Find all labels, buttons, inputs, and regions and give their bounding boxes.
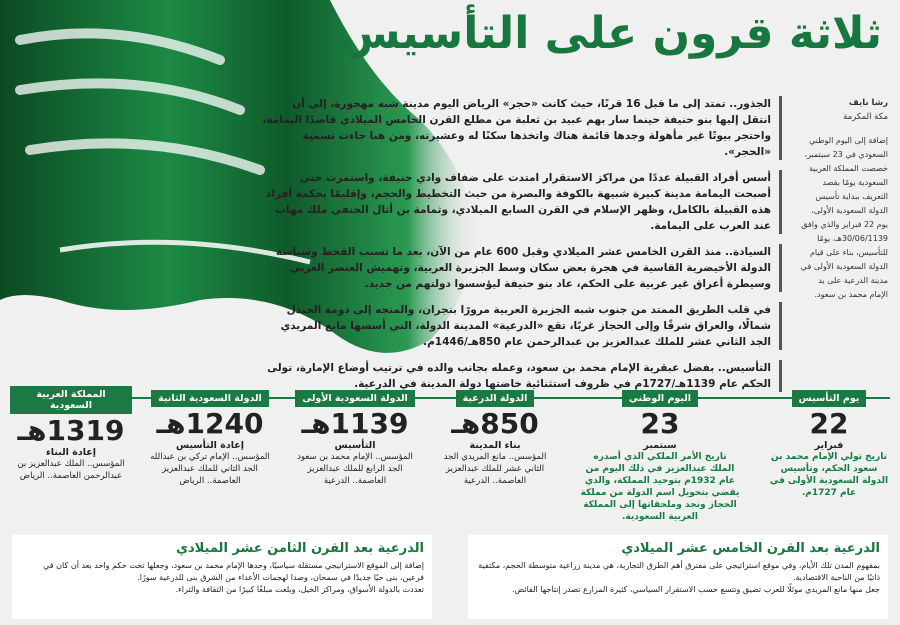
author-location: مكة المكرمة [843,112,888,122]
info-box-18th-century [12,535,432,619]
timeline-subtitle: إعادة التأسيس [175,440,245,451]
timeline-text: المؤسس.. مانع المريدي الجد الثاني عشر للملك عبدالعزيز العاصمة.. الدرعية [443,452,547,486]
timeline-item-diriyah [440,386,550,487]
box-text: تعددت بالدولة الأسواق، ومراكز الخيل، وبلغت مبلغًا كبيرًا من الثقافة والثراء. [175,585,424,594]
paragraph: في قلب الطريق الممتد من جنوب شبه الجزيرة العربية مرورًا بنجران، والمتجه إلى دومة الجندل شمالًا، والعراق شرقًا وإلى الحجاز غربًا، تقع «الدرعية» المدينة الدولة، التي أسسها مانع المريدي الجد الثاني عشر للملك عبدالعزيز بن عبدالرحمن عام 850هـ/1446م. [262,302,782,350]
timeline-subtitle: سبتمبر [643,440,677,451]
timeline-number: 1139هـ [301,407,409,440]
timeline-subtitle: إعادة البناء [45,447,97,458]
timeline-number: 1319هـ [17,414,125,447]
timeline-text: المؤسس.. الإمام محمد بن سعود الجد الرابع للملك عبدالعزيز العاصمة.. الدرعية [297,452,413,486]
sidebar-text: إضافة إلى اليوم الوطني السعودي في 23 سبتمبر، خصصت المملكة العربية السعودية يومًا بقصد التعريف ببداية تأسيس الدولة السعودية الأولى، يوم 22 فبراير والذي وافق 30/06/1139هـ، يومًا للتأسيس، بناء على قيام الدولة السعودية الأولى في مدينة الدرعية على يد الإمام محمد بن سعود. [800,136,888,299]
timeline-label: يوم التأسيس [792,390,867,407]
author-sidebar [798,96,888,302]
timeline-subtitle: التأسيس [334,440,376,451]
timeline-text: المؤسس.. الملك عبدالعزيز بن عبدالرحمن العاصمة.. الرياض [17,459,125,481]
timeline-subtitle: بناء المدينة [469,440,521,451]
timeline-text: تاريخ تولي الإمام محمد بن سعود الحكم، وتأسيس الدولة السعودية الأولى في عام 1727م. [769,452,889,498]
timeline-label: اليوم الوطني [622,390,698,407]
page-title: ثلاثة قرون على التأسيس [339,8,882,59]
article-body [262,96,782,402]
timeline-number: 1240هـ [156,407,264,440]
timeline-item-second-state [145,386,275,487]
timeline-item-first-state [290,386,420,487]
timeline-number: 850هـ [451,407,539,440]
timeline-subtitle: فبراير [814,440,844,451]
timeline-number: 23 [640,407,680,440]
author-name: رشا نايف [848,98,888,108]
timeline-label: الدولة السعودية الثانية [151,390,269,407]
paragraph: السيادة.. منذ القرن الخامس عشر الميلادي وقبل 600 عام من الآن، بعد ما تسبب القحط وسياسة الدولة الأخيضرية القاسية في هجرة بعض سكان وسط الجزيرة العربية، وتهميش العنصر العربي وسيطرة أعراق غير عربية على الحكم، عاد بنو حنيفة ليؤسسوا دولتهم من جديد. [262,244,782,292]
timeline-label: الدولة السعودية الأولى [295,390,415,407]
timeline-item-foundation-day [768,386,890,499]
timeline-number: 22 [809,407,849,440]
timeline [10,386,890,531]
box-text: بمفهوم المدن تلك الأيام، وفي موقع استراتيجي على مفترق أهم الطرق التجارية، هي مدينة زراعية متوسطة الحجم، مكتفية ذاتيًا من الناحية الاقتصادية. [478,561,880,582]
timeline-label: الدولة الدرعية [456,390,535,407]
paragraph: الجذور.. تمتد إلى ما قبل 16 قرنًا، حيث كانت «حجر» الرياض اليوم مدينة شبه مهجورة، إلى أن انتقل إليها بنو حنيفة حينما سار بهم عبيد بن ثعلبة من مطلع القرن الخامس الميلادي قاصدًا اليمامة، واحتجر بيوتًا غير مأهولة وجدها قائمة هناك واتخذها سكنًا له وعشيرته، ومن هنا جاءت تسمية «الحجر». [262,96,782,160]
paragraph: أسس أفراد القبيلة عددًا من مراكز الاستقرار امتدت على ضفاف وادي حنيفة، واستمرت حتى أصبحت اليمامة مدينة كبيرة شبيهة بالكوفة والبصرة من حيث التخطيط والحجم، وإقليمًا يحكمه أفراد هذه القبيلة بالكامل، وظهر الإسلام في القرن السابع الميلادي، وثمامة بن أثال الحنفي ملك مهاب عند العرب على اليمامة. [262,170,782,234]
timeline-text: المؤسس.. الإمام تركي بن عبدالله الجد الثاني للملك عبدالعزيز العاصمة.. الرياض [150,452,270,486]
timeline-label: المملكة العربية السعودية [10,386,132,414]
box-title: الدرعية بعد القرن الخامس عشر الميلادي [621,541,880,556]
info-box-15th-century [468,535,888,619]
paragraph: التأسيس.. بفضل عبقرية الإمام محمد بن سعود، وعمله بجانب والده في ترتيب أوضاع الإمارة، تولى الحكم عام 1139هـ/1727م في ظروف استثنائية خاضتها دولة المدينة في الدرعية. [262,360,782,392]
timeline-item-kingdom [10,386,132,482]
box-text: إضافة إلى الموقع الاستراتيجي مستقلة سياسيًا، وحدها الإمام محمد بن سعود، وجعلها تحت حكم واحد بعد أن كان في فرعين، بنى حيًا جديدًا في سمحان، وصدا لهجمات الأعداء من الشرق بنى للدرعية سورًا. [43,561,424,582]
timeline-item-national-day [580,386,740,523]
box-title: الدرعية بعد القرن الثامن عشر الميلادي [176,541,424,556]
box-text: جعل منها مانع المريدي موئلًا للعرب تضيق وتتسع حسب الاستقرار السياسي، كثيرة المزارع تصدر إنتاجها الفائض. [512,585,880,594]
timeline-text: تاريخ الأمر الملكي الذي أصدره الملك عبدالعزيز في ذلك اليوم من عام 1932م بتوحيد المملكة، والذي يقضي بتحويل اسم الدولة من مملكة الحجاز ونجد وملحقاتها إلى المملكة العربية السعودية. [580,452,740,522]
